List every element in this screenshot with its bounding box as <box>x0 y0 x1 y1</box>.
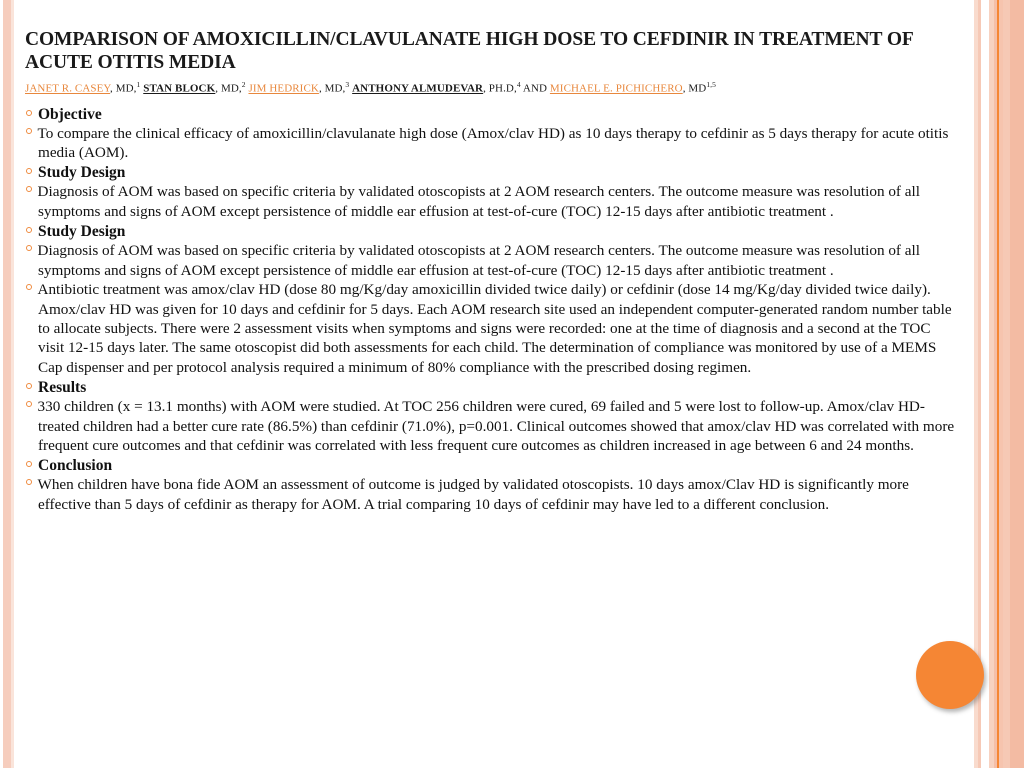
author-separator: AND <box>520 82 550 95</box>
author-name: JIM HEDRICK <box>248 82 319 95</box>
author-name: ANTHONY ALMUDEVAR <box>352 82 484 95</box>
author-degree: , MD, <box>110 82 137 95</box>
bullet-ring-icon <box>26 110 32 116</box>
section-body-text: Antibiotic treatment was amox/clav HD (dose 80 mg/Kg/day amoxicillin divided twice daily) or cefdinir (dose 14 mg/Kg/day divided twice daily). Amox/clav HD was given for 10 days and cefdinir for 5 days. Each AOM research site used an independent computer-generated random number table to allocate subjects. There were 2 assessment visits when symptoms and signs were recorded: one at the time of diagnosis and a second at the TOC visit 12-15 days later. The same otoscopist did both assessments for each child. The determination of compliance was monitored by use of a MEMS Cap dispenser and per protocol analysis required a minimum of 80% compliance with the prescribed dosing regimen. <box>37 281 952 376</box>
author-degree: , MD, <box>215 82 242 95</box>
author-name: MICHAEL E. PICHICHERO <box>549 82 683 95</box>
bullet-ring-icon <box>26 479 32 485</box>
author-affiliation-superscript: 3 <box>345 80 350 89</box>
author-degree: , MD, <box>318 82 346 95</box>
section-heading-text: Study Design <box>38 164 126 182</box>
bullet-ring-icon <box>26 383 32 389</box>
bullet-ring-icon <box>26 401 32 407</box>
section-heading-row <box>25 105 960 124</box>
author-degree: , MD <box>682 82 707 95</box>
section-heading-text: Results <box>38 379 87 397</box>
section-heading-row <box>25 456 960 475</box>
author-affiliation-superscript: 1,5 <box>706 80 717 89</box>
author-affiliation-superscript: 4 <box>516 80 521 89</box>
author-name: JANET R. CASEY <box>25 82 111 95</box>
section-paragraph-row <box>25 475 960 514</box>
section-heading-row <box>25 378 960 397</box>
section-heading-text: Conclusion <box>38 457 113 475</box>
bullet-ring-icon <box>26 128 32 134</box>
section-heading-text: Objective <box>38 105 102 123</box>
section-heading-text: Study Design <box>38 223 126 241</box>
author-byline <box>25 78 960 96</box>
bullet-ring-icon <box>26 168 32 174</box>
section-body-text: 330 children (x = 13.1 months) with AOM were studied. At TOC 256 children were cured, 69 failed and 5 were lost to follow-up. Amox/clav HD-treated children had a better cure rate (86.5%) than cefdinir (71.0%), p=0.001. Clinical outcomes showed that amox/clav HD was correlated with more frequent cure outcomes and that cefdinir was correlated with less frequent cure outcomes as children increased in age between 6 and 24 months. <box>37 398 955 454</box>
section-paragraph-row <box>25 124 960 163</box>
left-edge-stripe-decoration <box>0 0 16 768</box>
section-body-text: To compare the clinical efficacy of amoxicillin/clavulanate high dose (Amox/clav HD) as 10 days therapy to cefdinir as 5 days therapy for acute otitis media (AOM). <box>37 124 949 162</box>
author-name: STAN BLOCK <box>143 82 216 95</box>
section-paragraph-row <box>25 397 960 455</box>
section-heading-row <box>25 163 960 182</box>
right-edge-stripe-decoration <box>970 0 1024 768</box>
bullet-list <box>25 105 960 515</box>
section-body-text: When children have bona fide AOM an assessment of outcome is judged by validated otoscopists. 10 days amox/Clav HD is significantly more effective than 5 days of cefdinir as therapy for AOM. A trial comparing 10 days of cefdinir may have led to a different conclusion. <box>37 476 909 513</box>
section-body-text: Diagnosis of AOM was based on specific criteria by validated otoscopists at 2 AOM research centers. The outcome measure was resolution of all symptoms and signs of AOM except persistence of middle ear effusion at test-of-cure (TOC) 12-15 days after antibiotic treatment . <box>37 183 920 220</box>
author-degree: , PH.D, <box>483 82 517 95</box>
bullet-ring-icon <box>26 227 32 233</box>
section-paragraph-row <box>25 182 960 221</box>
section-body-text: Diagnosis of AOM was based on specific criteria by validated otoscopists at 2 AOM research centers. The outcome measure was resolution of all symptoms and signs of AOM except persistence of middle ear effusion at test-of-cure (TOC) 12-15 days after antibiotic treatment . <box>37 242 920 279</box>
author-affiliation-superscript: 2 <box>241 80 246 89</box>
bullet-ring-icon <box>26 461 32 467</box>
bullet-ring-icon <box>26 186 32 192</box>
section-heading-row <box>25 222 960 241</box>
bullet-ring-icon <box>26 245 32 251</box>
author-affiliation-superscript: 1 <box>136 80 141 89</box>
bullet-ring-icon <box>26 284 32 290</box>
slide-content <box>25 28 960 514</box>
orange-circle-decoration <box>916 641 984 709</box>
page-title: COMPARISON OF AMOXICILLIN/CLAVULANATE HIGH DOSE TO CEFDINIR IN TREATMENT OF ACUTE OTITIS MEDIA <box>25 29 914 73</box>
section-paragraph-row <box>25 241 960 280</box>
section-paragraph-row <box>25 280 960 377</box>
